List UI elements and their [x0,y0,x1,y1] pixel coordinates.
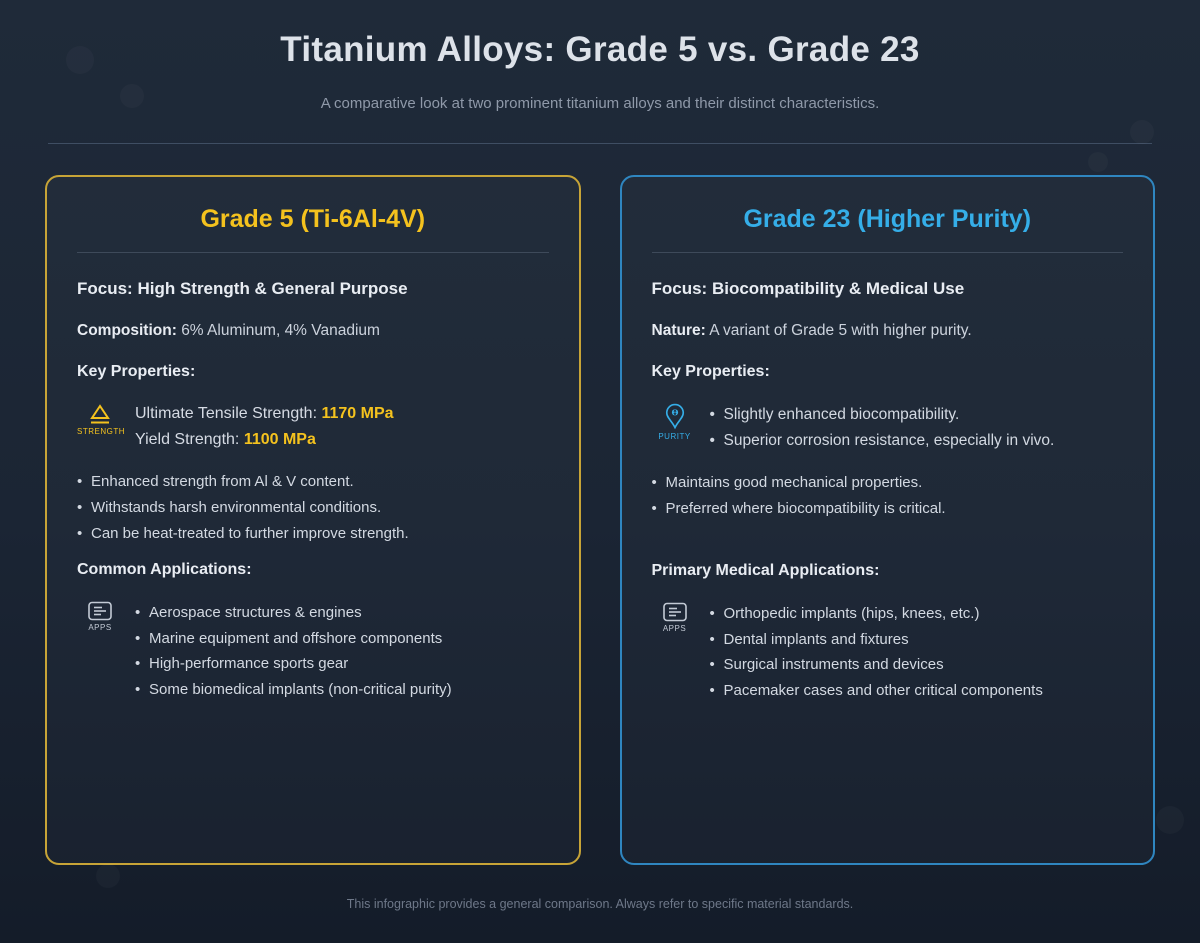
list-item: • High-performance sports gear [135,651,452,677]
tensile-strength-label: Ultimate Tensile Strength: [135,405,318,422]
grade5-composition [77,322,549,340]
list-item: • Marine equipment and offshore components [135,626,452,652]
nature-value: A variant of Grade 5 with higher purity. [709,322,972,339]
grade5-card [45,175,581,865]
strength-icon [77,401,123,436]
grade5-key-properties-label: Key Properties: [77,363,196,380]
background-blob [1156,806,1184,834]
nature-label: Nature: [651,322,706,339]
page-subtitle: A comparative look at two prominent titanium alloys and their distinct characteristics. [320,95,880,112]
list-item: • Orthopedic implants (hips, knees, etc.) [710,601,1043,627]
grade5-focus: Focus: High Strength & General Purpose [77,279,408,298]
grade23-card-title: Grade 23 (Higher Purity) [652,201,1124,253]
strength-icon-label: STRENGTH [77,427,125,436]
apps-list-icon [652,600,698,633]
composition-label: Composition: [77,322,177,339]
list-item: • Some biomedical implants (non-critical purity) [135,677,452,703]
list-item: • Enhanced strength from Al & V content. [77,469,549,495]
grade23-property-list [710,401,1055,454]
yield-strength-line [135,427,394,453]
grade23-purity-row [652,401,1124,454]
yield-strength-label: Yield Strength: [135,431,240,448]
list-item: • Surgical instruments and devices [710,652,1043,678]
apps-icon-label: APPS [88,623,112,632]
list-item: • Slightly enhanced biocompatibility. [710,402,1055,428]
grade23-applications-row [652,600,1124,703]
page-header [0,0,1200,112]
grade5-strength-values [135,401,394,453]
grade23-nature [652,322,1124,340]
list-item: • Withstands harsh environmental conditions. [77,495,549,521]
footer-note: This infographic provides a general comparison. Always refer to specific material standards. [346,897,854,911]
grade5-applications-label: Common Applications: [77,561,252,578]
list-item: • Pacemaker cases and other critical components [710,678,1043,704]
comparison-cards [0,144,1200,865]
list-item: • Preferred where biocompatibility is critical. [652,496,1124,522]
tensile-strength-value: 1170 MPa [321,405,394,422]
grade23-applications-label: Primary Medical Applications: [651,562,880,579]
apps-list-icon [77,599,123,632]
background-blob [120,84,144,108]
composition-value: 6% Aluminum, 4% Vanadium [181,322,380,339]
background-blob [66,46,94,74]
purity-icon-label: PURITY [658,432,691,441]
grade23-card [620,175,1156,865]
tensile-strength-line [135,401,394,427]
yield-strength-value: 1100 MPa [243,431,316,448]
grade5-applications-row [77,599,549,702]
grade5-property-bullets [77,469,549,549]
list-item: • Aerospace structures & engines [135,600,452,626]
grade5-card-title: Grade 5 (Ti-6Al-4V) [77,201,549,253]
background-blob [96,864,120,888]
list-item: • Dental implants and fixtures [710,627,1043,653]
list-item: • Superior corrosion resistance, especially in vivo. [710,428,1055,454]
purity-icon [652,401,698,441]
grade5-strength-row [77,401,549,453]
background-blob [1088,152,1108,172]
grade5-applications-list [135,599,452,702]
grade23-focus: Focus: Biocompatibility & Medical Use [651,279,965,298]
page-title: Titanium Alloys: Grade 5 vs. Grade 23 [280,30,920,69]
grade23-key-properties-label: Key Properties: [651,363,770,380]
list-item: • Can be heat-treated to further improve strength. [77,521,549,547]
background-blob [1130,120,1154,144]
grade23-applications-list [710,600,1043,703]
list-item: • Maintains good mechanical properties. [652,470,1124,496]
apps-icon-label: APPS [662,624,687,633]
grade23-property-bullets [652,470,1124,550]
